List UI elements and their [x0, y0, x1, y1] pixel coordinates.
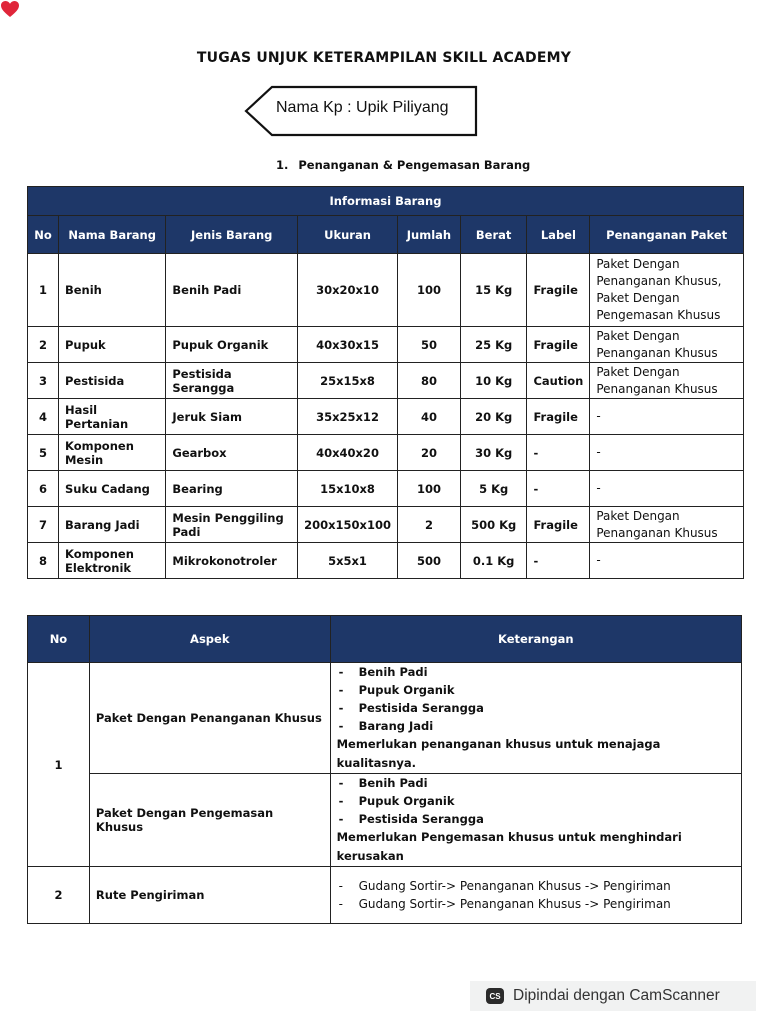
- cell-weight: 5 Kg: [460, 471, 527, 507]
- cell-item-name: Komponen Elektronik: [58, 543, 165, 579]
- cell-quantity: 500: [398, 543, 461, 579]
- cell-size: 30x20x10: [298, 254, 398, 327]
- camscanner-watermark: [470, 981, 756, 1011]
- cell-item-type: Gearbox: [166, 435, 298, 471]
- cell-no: 6: [28, 471, 59, 507]
- watermark-text: Dipindai dengan CamScanner: [513, 987, 720, 1004]
- name-tag: [242, 84, 478, 136]
- cell-label: -: [527, 471, 590, 507]
- table-row: [28, 471, 744, 507]
- cell-item-type: Pupuk Organik: [166, 327, 298, 363]
- cell-description: [330, 774, 741, 867]
- cell-item-name: Hasil Pertanian: [58, 399, 165, 435]
- cell-no: 1: [28, 254, 59, 327]
- cell-no: 2: [28, 327, 59, 363]
- cell-description: [330, 663, 741, 774]
- document-title: TUGAS UNJUK KETERAMPILAN SKILL ACADEMY: [196, 50, 572, 66]
- table-row: [28, 399, 744, 435]
- cell-quantity: 100: [398, 471, 461, 507]
- cell-size: 200x150x100: [298, 507, 398, 543]
- column-header: Keterangan: [330, 616, 741, 663]
- column-header: Ukuran: [298, 216, 398, 254]
- cell-item-type: Mikrokonotroler: [166, 543, 298, 579]
- cell-label: Fragile: [527, 399, 590, 435]
- table-row: [28, 254, 744, 327]
- cell-no: 3: [28, 363, 59, 399]
- aspects-table: [27, 615, 742, 924]
- cell-handling: Paket Dengan Penanganan Khusus, Paket Dengan Pengemasan Khusus: [590, 254, 744, 327]
- cell-no: 8: [28, 543, 59, 579]
- cell-weight: 0.1 Kg: [460, 543, 527, 579]
- camscanner-logo-icon: CS: [486, 988, 504, 1004]
- column-header: No: [28, 616, 90, 663]
- table-row: [28, 507, 744, 543]
- cell-size: 15x10x8: [298, 471, 398, 507]
- heart-icon: [0, 0, 20, 18]
- list-item: - Benih Padi: [337, 663, 735, 681]
- list-item: - Gudang Sortir-> Penanganan Khusus -> Pengiriman: [337, 895, 735, 913]
- cell-label: -: [527, 543, 590, 579]
- section-number: 1.: [276, 158, 289, 172]
- description-note: Memerlukan Pengemasan khusus untuk menghindari kerusakan: [336, 830, 682, 863]
- cell-aspect: Paket Dengan Penanganan Khusus: [89, 663, 330, 774]
- cell-label: -: [527, 435, 590, 471]
- cell-no: 5: [28, 435, 59, 471]
- cell-weight: 30 Kg: [460, 435, 527, 471]
- description-note: Memerlukan penanganan khusus untuk menajaga kualitasnya.: [336, 737, 661, 770]
- list-item: - Pestisida Serangga: [337, 810, 735, 828]
- route-list: [337, 877, 735, 913]
- cell-handling: -: [590, 543, 744, 579]
- cell-item-type: Bearing: [166, 471, 298, 507]
- cell-size: 5x5x1: [298, 543, 398, 579]
- list-item: - Gudang Sortir-> Penanganan Khusus -> Pengiriman: [337, 877, 735, 895]
- column-header: Aspek: [89, 616, 330, 663]
- table-row: [28, 363, 744, 399]
- column-header: No: [28, 216, 59, 254]
- cell-quantity: 50: [398, 327, 461, 363]
- cell-handling: Paket Dengan Penanganan Khusus: [590, 327, 744, 363]
- cell-size: 40x30x15: [298, 327, 398, 363]
- column-header: Berat: [460, 216, 527, 254]
- cell-handling: Paket Dengan Penanganan Khusus: [590, 507, 744, 543]
- cell-no: 7: [28, 507, 59, 543]
- cell-weight: 500 Kg: [460, 507, 527, 543]
- cell-item-name: Benih: [58, 254, 165, 327]
- cell-handling: -: [590, 435, 744, 471]
- cell-item-type: Pestisida Serangga: [166, 363, 298, 399]
- cell-handling: -: [590, 471, 744, 507]
- cell-size: 35x25x12: [298, 399, 398, 435]
- table-row: [28, 435, 744, 471]
- cell-quantity: 40: [398, 399, 461, 435]
- cell-weight: 15 Kg: [460, 254, 527, 327]
- cell-no: 1: [28, 663, 90, 867]
- cell-item-name: Komponen Mesin: [58, 435, 165, 471]
- table-row: [28, 774, 742, 867]
- cell-no: 4: [28, 399, 59, 435]
- cell-label: Fragile: [527, 327, 590, 363]
- item-list: [337, 774, 735, 828]
- cell-weight: 10 Kg: [460, 363, 527, 399]
- cell-item-name: Pestisida: [58, 363, 165, 399]
- cell-handling: -: [590, 399, 744, 435]
- cell-size: 40x40x20: [298, 435, 398, 471]
- cell-label: Fragile: [527, 507, 590, 543]
- cell-item-type: Benih Padi: [166, 254, 298, 327]
- cell-aspect: Rute Pengiriman: [89, 867, 330, 924]
- cell-item-name: Suku Cadang: [58, 471, 165, 507]
- list-item: - Pestisida Serangga: [337, 699, 735, 717]
- cell-item-name: Barang Jadi: [58, 507, 165, 543]
- cell-aspect: Paket Dengan Pengemasan Khusus: [89, 774, 330, 867]
- cell-no: 2: [28, 867, 90, 924]
- column-header: Label: [527, 216, 590, 254]
- table-row: [28, 327, 744, 363]
- column-header: Nama Barang: [58, 216, 165, 254]
- cell-item-type: Jeruk Siam: [166, 399, 298, 435]
- column-header: Penanganan Paket: [590, 216, 744, 254]
- cell-weight: 25 Kg: [460, 327, 527, 363]
- cell-item-name: Pupuk: [58, 327, 165, 363]
- table-row: [28, 867, 742, 924]
- items-table: [27, 186, 744, 579]
- list-item: - Pupuk Organik: [337, 681, 735, 699]
- cell-description: [330, 867, 741, 924]
- name-tag-label: Nama Kp : Upik Piliyang: [276, 99, 449, 116]
- column-header: Jumlah: [398, 216, 461, 254]
- cell-weight: 20 Kg: [460, 399, 527, 435]
- section-heading: [276, 158, 530, 172]
- items-table-caption: Informasi Barang: [28, 187, 744, 216]
- list-item: - Barang Jadi: [337, 717, 735, 735]
- cell-label: Caution: [527, 363, 590, 399]
- cell-quantity: 80: [398, 363, 461, 399]
- cell-handling: Paket Dengan Penanganan Khusus: [590, 363, 744, 399]
- cell-quantity: 2: [398, 507, 461, 543]
- cell-item-type: Mesin Penggiling Padi: [166, 507, 298, 543]
- cell-quantity: 20: [398, 435, 461, 471]
- section-title: Penanganan & Pengemasan Barang: [298, 158, 531, 172]
- cell-label: Fragile: [527, 254, 590, 327]
- cell-size: 25x15x8: [298, 363, 398, 399]
- item-list: [337, 663, 735, 735]
- table-row: [28, 543, 744, 579]
- column-header: Jenis Barang: [166, 216, 298, 254]
- list-item: - Benih Padi: [337, 774, 735, 792]
- table-row: [28, 663, 742, 774]
- list-item: - Pupuk Organik: [337, 792, 735, 810]
- cell-quantity: 100: [398, 254, 461, 327]
